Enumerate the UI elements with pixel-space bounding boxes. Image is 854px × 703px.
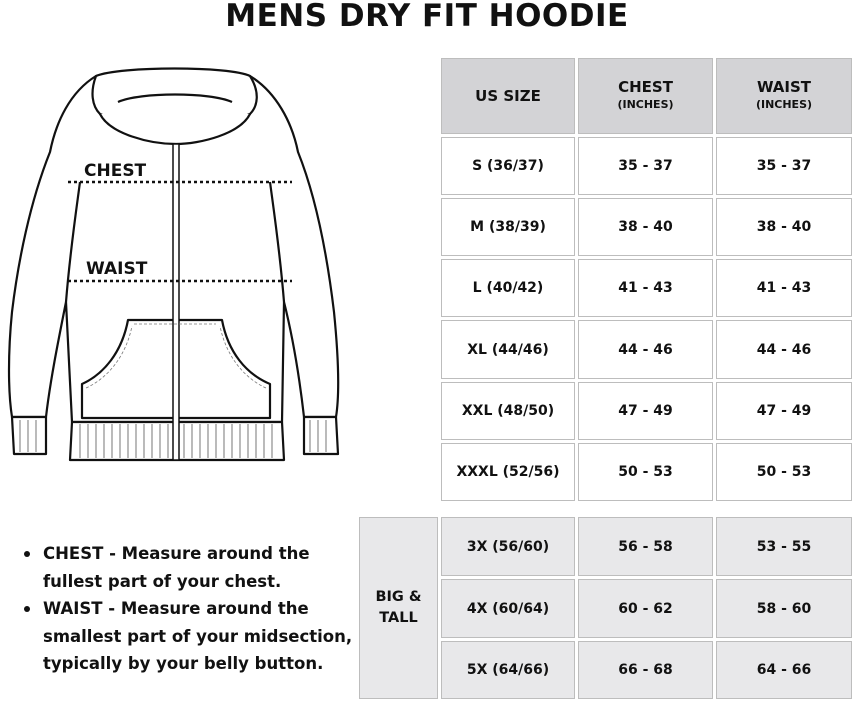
big-tall-row-waist: 64 - 66 [716,641,852,699]
measurement-instructions [24,540,364,678]
big-tall-row-chest: 56 - 58 [578,517,713,576]
big-tall-row-chest: 66 - 68 [578,641,713,699]
big-tall-row-chest: 60 - 62 [578,579,713,638]
header-chest-text: CHEST [618,78,673,96]
instruction-waist: WAIST - Measure around the smallest part of your midsection, typically by your belly button. [24,595,364,678]
row-chest: 38 - 40 [578,198,713,256]
big-tall-row-waist: 58 - 60 [716,579,852,638]
page-title: MENS DRY FIT HOODIE [225,0,629,34]
header-us-size [441,58,575,134]
big-tall-row-waist: 53 - 55 [716,517,852,576]
big-tall-row-size: 5X (64/66) [441,641,575,699]
header-waist [716,58,852,134]
header-waist-text: WAIST [756,78,812,96]
row-size: S (36/37) [441,137,575,195]
big-tall-label [359,517,438,699]
header-chest [578,58,713,134]
big-tall-row-size: 4X (60/64) [441,579,575,638]
big-tall-label-line1: BIG & [375,589,422,605]
row-chest: 50 - 53 [578,443,713,501]
instruction-chest: CHEST - Measure around the fullest part of your chest. [24,540,364,595]
chest-measure-label: CHEST [84,161,147,181]
row-waist: 50 - 53 [716,443,852,501]
row-chest: 35 - 37 [578,137,713,195]
row-waist: 38 - 40 [716,198,852,256]
header-chest-unit: (INCHES) [617,98,674,111]
row-size: XL (44/46) [441,320,575,379]
hoodie-illustration [0,62,350,472]
waist-measure-label: WAIST [86,259,148,279]
header-waist-unit: (INCHES) [755,98,813,111]
row-waist: 35 - 37 [716,137,852,195]
big-tall-row-size: 3X (56/60) [441,517,575,576]
row-size: XXXL (52/56) [441,443,575,501]
row-size: XXL (48/50) [441,382,575,440]
big-tall-label-line2: TALL [379,610,418,626]
row-chest: 47 - 49 [578,382,713,440]
row-chest: 44 - 46 [578,320,713,379]
row-waist: 44 - 46 [716,320,852,379]
header-us-size-text: US SIZE [475,87,541,105]
row-size: L (40/42) [441,259,575,317]
row-chest: 41 - 43 [578,259,713,317]
row-waist: 47 - 49 [716,382,852,440]
row-waist: 41 - 43 [716,259,852,317]
row-size: M (38/39) [441,198,575,256]
